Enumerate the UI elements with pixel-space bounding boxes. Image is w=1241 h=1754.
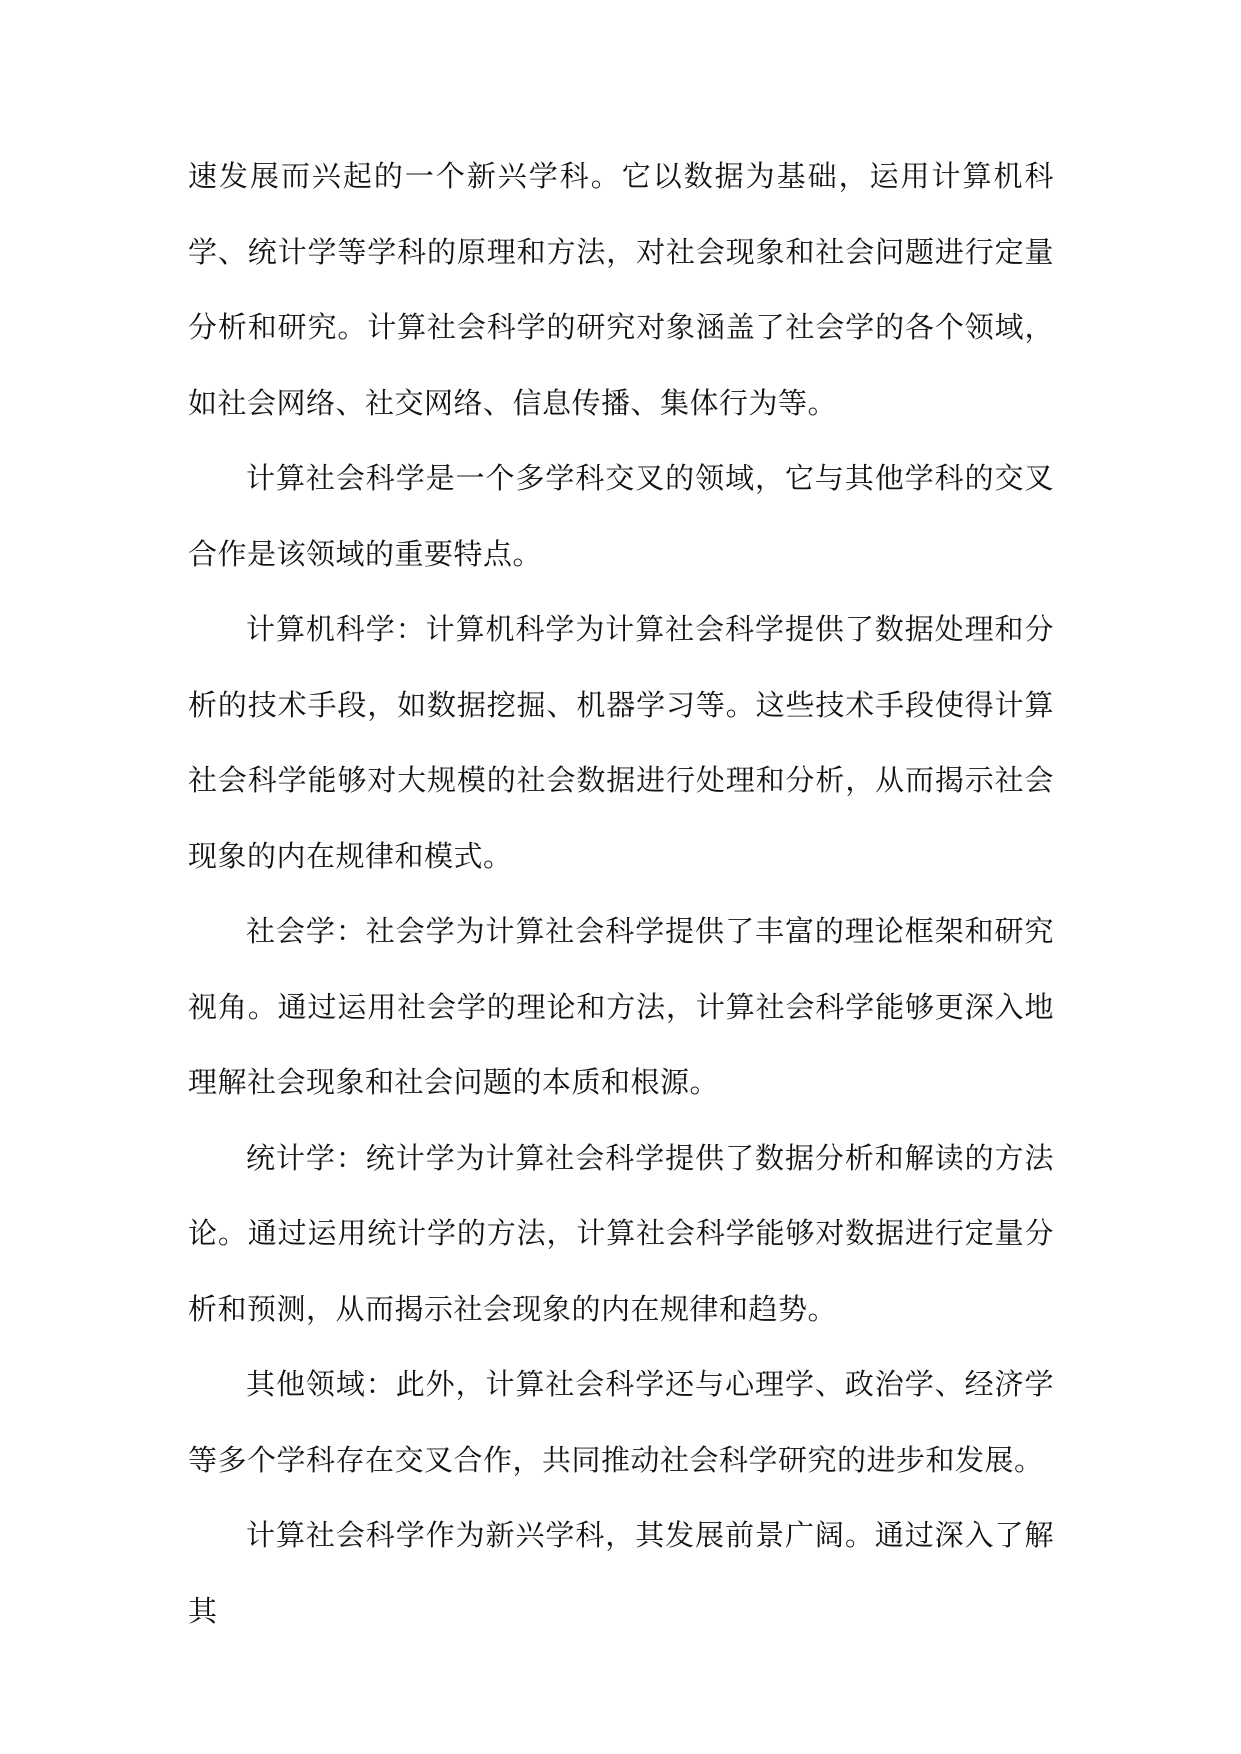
paragraph-intro-continued: 速发展而兴起的一个新兴学科。它以数据为基础，运用计算机科学、统计学等学科的原理和方法，对社会现象和社会问题进行定量分析和研究。计算社会科学的研究对象涵盖了社会学的各个领域，如社会网络、社交网络、信息传播、集体行为等。 (188, 159, 1054, 420)
paragraph-statistics: 统计学：统计学为计算社会科学提供了数据分析和解读的方法论。通过运用统计学的方法，计算社会科学能够对数据进行定量分析和预测，从而揭示社会现象的内在规律和趋势。 (188, 1140, 1054, 1326)
paragraph-sociology: 社会学：社会学为计算社会科学提供了丰富的理论框架和研究视角。通过运用社会学的理论和方法，计算社会科学能够更深入地理解社会现象和社会问题的本质和根源。 (188, 914, 1054, 1099)
paragraph-outlook: 计算社会科学作为新兴学科，其发展前景广阔。通过深入了解其 (188, 1518, 1054, 1628)
document-body (188, 139, 1054, 1649)
paragraph-interdisciplinary: 计算社会科学是一个多学科交叉的领域，它与其他学科的交叉合作是该领域的重要特点。 (188, 461, 1054, 571)
paragraph-computer-science: 计算机科学：计算机科学为计算社会科学提供了数据处理和分析的技术手段，如数据挖掘、机器学习等。这些技术手段使得计算社会科学能够对大规模的社会数据进行处理和分析，从而揭示社会现象的内在规律和模式。 (188, 612, 1054, 873)
paragraph-other-fields: 其他领域：此外，计算社会科学还与心理学、政治学、经济学等多个学科存在交叉合作，共同推动社会科学研究的进步和发展。 (188, 1367, 1054, 1477)
